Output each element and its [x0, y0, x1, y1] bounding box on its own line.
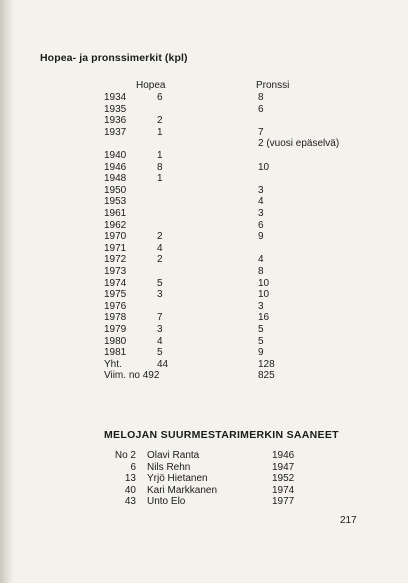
- row-pronssi-count: 10: [258, 162, 270, 173]
- row-pronssi-count: 5: [258, 336, 264, 347]
- row-pronssi-count: 2 (vuosi epäselvä): [258, 138, 340, 149]
- row-pronssi-count: 10: [258, 289, 270, 300]
- row-pronssi-count: 3: [258, 185, 264, 196]
- master-name: Yrjö Hietanen: [147, 473, 208, 484]
- row-year: 1970: [104, 231, 127, 242]
- master-year: 1974: [272, 485, 295, 496]
- row-pronssi-count: 9: [258, 231, 264, 242]
- row-year: 1934: [104, 92, 127, 103]
- row-pronssi-count: 3: [258, 301, 264, 312]
- row-year: 1980: [104, 336, 127, 347]
- row-year: 1975: [104, 289, 127, 300]
- row-hopea-count: 3: [157, 289, 163, 300]
- row-year: 1935: [104, 104, 127, 115]
- master-name: Nils Rehn: [147, 462, 191, 473]
- row-hopea-count: 6: [157, 92, 163, 103]
- masters-heading: MELOJAN SUURMESTARIMERKIN SAANEET: [104, 429, 339, 441]
- row-hopea-count: 8: [157, 162, 163, 173]
- master-number: 43: [124, 496, 136, 507]
- master-year: 1946: [272, 450, 295, 461]
- row-pronssi-count: 8: [258, 266, 264, 277]
- row-hopea-count: 4: [157, 336, 163, 347]
- row-hopea-count: 2: [157, 115, 163, 126]
- row-year: 1974: [104, 278, 127, 289]
- master-name: Olavi Ranta: [147, 450, 200, 461]
- master-name: Unto Elo: [147, 496, 186, 507]
- row-hopea-count: 1: [157, 173, 163, 184]
- row-hopea-count: 5: [157, 278, 163, 289]
- row-hopea-count: 1: [157, 127, 163, 138]
- row-pronssi-count: 6: [258, 104, 264, 115]
- row-pronssi-count: 5: [258, 324, 264, 335]
- row-pronssi-count: 128: [258, 359, 275, 370]
- master-number: 40: [124, 485, 136, 496]
- row-year: 1937: [104, 127, 127, 138]
- row-year: 1978: [104, 312, 127, 323]
- column-header-hopea: Hopea: [136, 80, 166, 91]
- row-hopea-count: 3: [157, 324, 163, 335]
- row-year: 1979: [104, 324, 127, 335]
- medals-heading: Hopea- ja pronssimerkit (kpl): [40, 52, 188, 64]
- row-year: 1950: [104, 185, 127, 196]
- row-pronssi-count: 4: [258, 196, 264, 207]
- row-year: 1981: [104, 347, 127, 358]
- row-year: 1961: [104, 208, 127, 219]
- row-pronssi-count: 825: [258, 370, 275, 381]
- row-pronssi-count: 4: [258, 254, 264, 265]
- row-pronssi-count: 6: [258, 220, 264, 231]
- row-hopea-count: 2: [157, 254, 163, 265]
- row-year: Yht.: [104, 359, 122, 370]
- master-number: No 2: [114, 450, 136, 461]
- row-year: 1976: [104, 301, 127, 312]
- row-hopea-count: 7: [157, 312, 163, 323]
- master-number: 13: [124, 473, 136, 484]
- row-hopea-count: 4: [157, 243, 163, 254]
- row-hopea-count: 1: [157, 150, 163, 161]
- master-year: 1952: [272, 473, 295, 484]
- row-year: 1953: [104, 196, 127, 207]
- row-year: 1940: [104, 150, 127, 161]
- row-pronssi-count: 8: [258, 92, 264, 103]
- row-pronssi-count: 3: [258, 208, 264, 219]
- row-year: 1948: [104, 173, 127, 184]
- row-hopea-count: 2: [157, 231, 163, 242]
- master-name: Kari Markkanen: [147, 485, 218, 496]
- row-pronssi-count: 10: [258, 278, 270, 289]
- page-number: 217: [340, 515, 357, 526]
- row-hopea-count: 5: [157, 347, 163, 358]
- row-year: 1973: [104, 266, 127, 277]
- row-year: 1936: [104, 115, 127, 126]
- row-year: Viim. no 492: [104, 370, 160, 381]
- master-year: 1977: [272, 496, 295, 507]
- master-number: 6: [130, 462, 136, 473]
- row-year: 1972: [104, 254, 127, 265]
- row-year: 1971: [104, 243, 127, 254]
- row-pronssi-count: 7: [258, 127, 264, 138]
- book-binding-shadow: [0, 0, 14, 583]
- row-year: 1962: [104, 220, 127, 231]
- row-hopea-count: 44: [157, 359, 169, 370]
- master-year: 1947: [272, 462, 295, 473]
- column-header-pronssi: Pronssi: [256, 80, 290, 91]
- row-pronssi-count: 9: [258, 347, 264, 358]
- row-pronssi-count: 16: [258, 312, 270, 323]
- row-year: 1946: [104, 162, 127, 173]
